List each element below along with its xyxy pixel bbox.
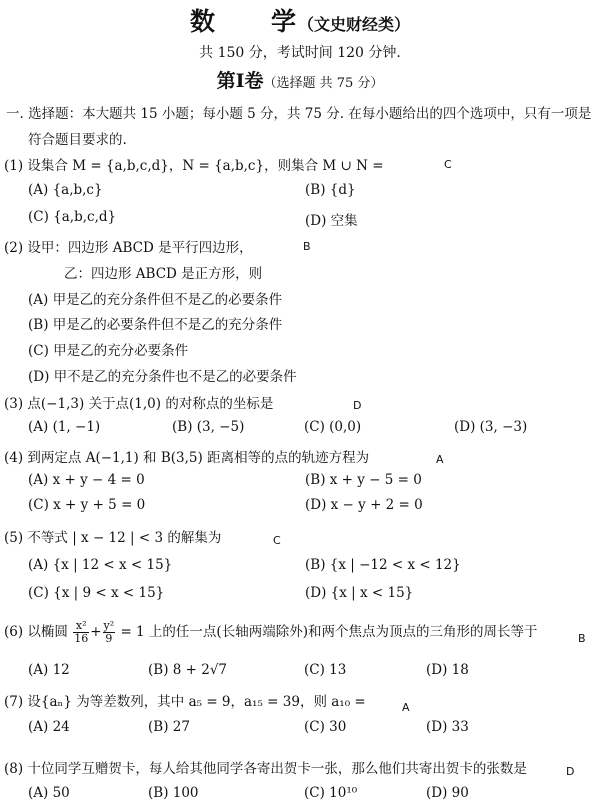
ellipse-frac-x: $\frac{\text{x²}}{16}$ bbox=[74, 619, 89, 645]
question-8-option-c: (C) 10¹⁰ bbox=[304, 785, 358, 801]
question-6-option-c: (C) 13 bbox=[304, 662, 347, 678]
question-7-stem: (7) 设{aₙ} 为等差数列，其中 a₅ = 9，a₁₅ = 39，则 a₁₀ = bbox=[4, 694, 366, 710]
question-4-option-d: (D) x − y + 2 = 0 bbox=[305, 497, 423, 513]
question-6-answer: B bbox=[578, 632, 586, 645]
question-5-answer: C bbox=[273, 534, 281, 547]
question-1-option-d: (D) 空集 bbox=[305, 213, 358, 229]
question-2-option-b: (B) 甲是乙的必要条件但不是乙的充分条件 bbox=[28, 317, 283, 333]
exam-info: 共 150 分，考试时间 120 分钟. bbox=[199, 45, 401, 61]
question-4-stem: (4) 到两定点 A(−1,1) 和 B(3,5) 距离相等的点的轨迹方程为 bbox=[4, 450, 370, 466]
part-title: 第Ⅰ卷 bbox=[216, 70, 264, 92]
question-3-option-b: (B) (3, −5) bbox=[172, 419, 245, 435]
title-sub: （文史财经类） bbox=[298, 15, 411, 34]
ellipse-frac-y: $\frac{\text{y²}}{9}$ bbox=[103, 619, 115, 645]
question-5-option-b: (B) {x | −12 < x < 12} bbox=[305, 557, 461, 573]
question-8-option-b: (B) 100 bbox=[148, 785, 199, 801]
question-6-option-a: (A) 12 bbox=[28, 662, 70, 678]
question-6-stem-b: = 1 上的任一点(长轴两端除外)和两个焦点为顶点的三角形的周长等于 bbox=[120, 624, 538, 640]
question-2-option-c: (C) 甲是乙的充分必要条件 bbox=[28, 343, 189, 359]
question-8-option-a: (A) 50 bbox=[28, 785, 70, 801]
question-1-option-b: (B) {d} bbox=[305, 182, 356, 198]
title-main: 数 学 bbox=[189, 7, 298, 36]
question-2-option-d: (D) 甲不是乙的充分条件也不是乙的必要条件 bbox=[28, 369, 297, 385]
question-8-answer: D bbox=[566, 765, 575, 778]
question-5-stem: (5) 不等式 | x − 12 | < 3 的解集为 bbox=[4, 530, 222, 546]
question-7-option-a: (A) 24 bbox=[28, 719, 70, 735]
question-3-option-d: (D) (3, −3) bbox=[454, 419, 528, 435]
question-7-option-d: (D) 33 bbox=[426, 719, 469, 735]
question-7-answer: A bbox=[402, 701, 410, 714]
question-2-answer: B bbox=[303, 240, 311, 253]
question-1-option-a: (A) {a,b,c} bbox=[28, 182, 103, 198]
question-6-option-b: (B) 8 + 2√7 bbox=[148, 662, 228, 678]
question-6-stem bbox=[4, 620, 537, 645]
question-8-option-d: (D) 90 bbox=[426, 785, 469, 801]
question-5-option-a: (A) {x | 12 < x < 15} bbox=[28, 557, 173, 573]
question-7-option-b: (B) 27 bbox=[148, 719, 190, 735]
question-4-answer: A bbox=[436, 453, 444, 466]
question-2-option-a: (A) 甲是乙的充分条件但不是乙的必要条件 bbox=[28, 292, 283, 308]
page-title bbox=[0, 2, 600, 38]
section-intro bbox=[6, 101, 594, 153]
question-6-stem-a: (6) 以椭圆 bbox=[4, 624, 68, 640]
question-4-option-b: (B) x + y − 5 = 0 bbox=[305, 472, 422, 488]
part-heading bbox=[0, 66, 600, 93]
question-4-option-a: (A) x + y − 4 = 0 bbox=[28, 472, 145, 488]
question-3-option-c: (C) (0,0) bbox=[304, 419, 362, 435]
question-2-stem: (2) 设甲：四边形 ABCD 是平行四边形， bbox=[4, 240, 253, 256]
question-4-option-c: (C) x + y + 5 = 0 bbox=[28, 497, 146, 513]
question-3-stem: (3) 点(−1,3) 关于点(1,0) 的对称点的坐标是 bbox=[4, 396, 274, 412]
question-2-stem2: 乙：四边形 ABCD 是正方形，则 bbox=[64, 266, 263, 282]
question-1-option-c: (C) {a,b,c,d} bbox=[28, 209, 117, 225]
question-5-option-d: (D) {x | x < 15} bbox=[305, 585, 414, 601]
question-7-option-c: (C) 30 bbox=[304, 719, 347, 735]
question-3-answer: D bbox=[353, 399, 362, 412]
question-1-answer: C bbox=[444, 158, 452, 171]
question-1-stem: (1) 设集合 M = {a,b,c,d}，N = {a,b,c}，则集合 M ∪ N = bbox=[4, 158, 384, 174]
plus-sign: + bbox=[90, 624, 102, 640]
question-3-option-a: (A) (1, −1) bbox=[28, 419, 101, 435]
question-8-stem: (8) 十位同学互赠贺卡，每人给其他同学各寄出贺卡一张，那么他们共寄出贺卡的张数是 bbox=[4, 761, 527, 777]
section-intro-line2: 符合题目要求的. bbox=[28, 132, 127, 148]
question-5-option-c: (C) {x | 9 < x < 15} bbox=[28, 585, 165, 601]
part-sub: （选择题 共 75 分） bbox=[263, 76, 384, 91]
question-6-option-d: (D) 18 bbox=[426, 662, 469, 678]
section-intro-line1: 一. 选择题：本大题共 15 小题；每小题 5 分，共 75 分. 在每小题给出的四个选项中，只有一项是 bbox=[6, 106, 592, 122]
